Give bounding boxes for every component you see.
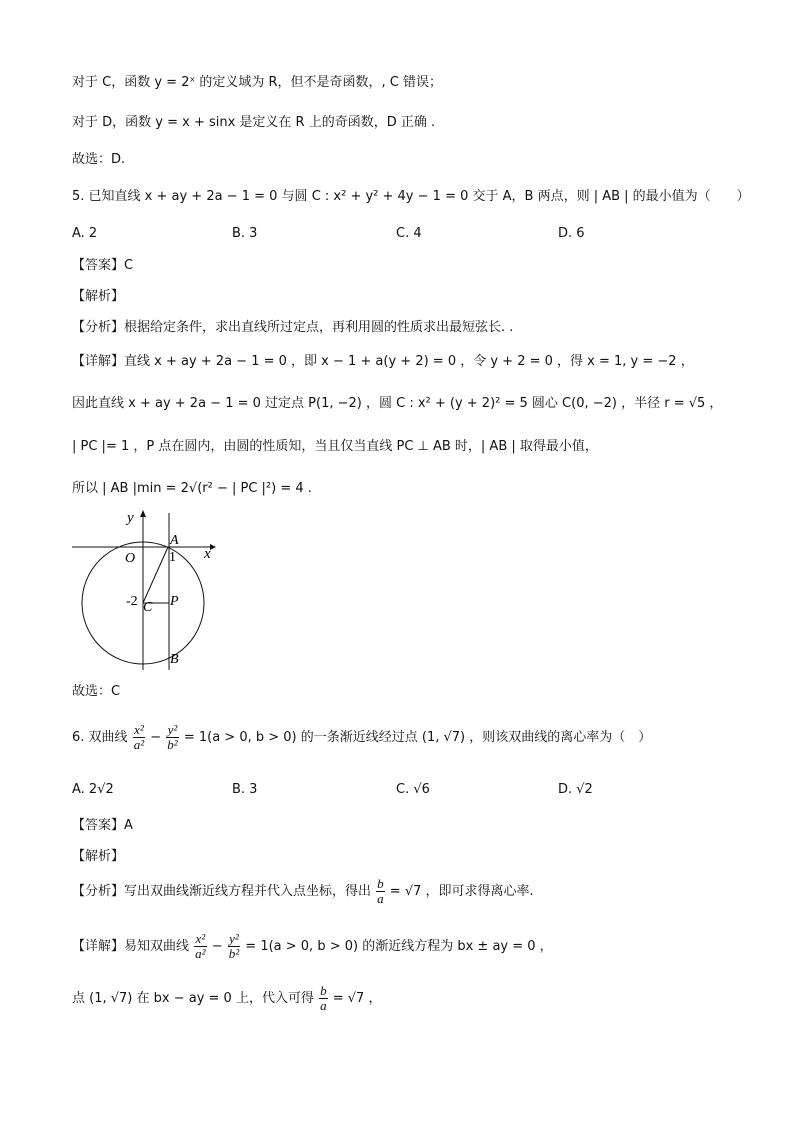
q5-option-a: A. 2 [72, 226, 98, 241]
x-axis-arrow [210, 544, 216, 550]
q5-xiangjie: 【详解】直线 x + ay + 2a − 1 = 0 ，即 x − 1 + a(y + 2) = 0 ，令 y + 2 = 0 ，得 x = 1, y = −2 ， [72, 354, 694, 369]
label-a: A [170, 533, 179, 548]
fraction-b-a-2: $\frac{b}{a}$ [320, 983, 327, 1013]
label-one: 1 [169, 550, 176, 565]
q6-option-c: C. √6 [396, 782, 430, 797]
label-x: x [204, 546, 211, 562]
q5-answer: 【答案】C [72, 258, 134, 273]
fraction-x2-a2-2: $\frac{\text{x²}}{\text{a²}}$ [195, 931, 206, 961]
q6-option-a: A. 2√2 [72, 782, 114, 797]
label-o: O [125, 551, 136, 566]
q5-line3: | PC |= 1 ，P 点在圆内，由圆的性质知，当且仅当直线 PC ⊥ AB 时，| AB | 取得最小值， [72, 439, 598, 454]
minus-sign: − [150, 730, 162, 745]
fraction-x2-a2: $\frac{\text{x²}}{\text{a²}}$ [133, 722, 145, 752]
q6-jiexi: 【解析】 [72, 849, 125, 864]
q6-option-b: B. 3 [232, 782, 258, 797]
q6-prefix: 6. 双曲线 [72, 730, 128, 745]
q5-choose: 故选：C [72, 684, 121, 699]
q5-line4: 所以 | AB |min = 2√(r² − | PC |²) = 4 . [72, 481, 312, 496]
q6-option-d: D. √2 [558, 782, 593, 797]
q6-suffix: = 1(a > 0, b > 0) 的一条渐近线经过点 (1, √7) ，则该双曲线的离心率为（ ） [183, 730, 652, 745]
question-5: 5. 已知直线 x + ay + 2a − 1 = 0 与圆 C : x² + y² + 4y − 1 = 0 交于 A，B 两点，则 | AB | 的最小值为（ ） [72, 189, 750, 204]
q6-last-suffix: = √7 ， [332, 991, 382, 1006]
question-6 [72, 723, 651, 752]
q6-answer: 【答案】A [72, 818, 133, 833]
label-neg2: -2 [126, 594, 138, 609]
line-c-option: 对于 C，函数 y = 2ˣ 的定义域为 R，但不是奇函数，, C 错误； [72, 75, 443, 90]
label-b: B [170, 652, 179, 667]
q6-fenxi-prefix: 【分析】写出双曲线渐近线方程并代入点坐标，得出 [72, 884, 372, 899]
q6-last-prefix: 点 (1, √7) 在 bx − ay = 0 上，代入可得 [72, 991, 314, 1006]
fraction-y2-b2: $\frac{\text{y²}}{\text{b²}}$ [167, 722, 178, 752]
q6-xiangjie [72, 932, 553, 961]
q6-xiangjie-suffix: = 1(a > 0, b > 0) 的渐近线方程为 bx ± ay = 0 ， [245, 939, 553, 954]
q5-option-b: B. 3 [232, 226, 258, 241]
line-answer4: 故选：D. [72, 152, 126, 167]
segment-ca [143, 547, 168, 603]
y-axis-arrow [140, 510, 146, 517]
label-y: y [127, 510, 134, 526]
q6-xiangjie-prefix: 【详解】易知双曲线 [72, 939, 190, 954]
q6-fenxi-suffix: = √7 ，即可求得离心率. [389, 884, 534, 899]
q5-option-c: C. 4 [396, 226, 422, 241]
circle-figure [72, 505, 222, 675]
label-p: P [170, 594, 179, 609]
label-c: C [143, 600, 153, 615]
q5-line2: 因此直线 x + ay + 2a − 1 = 0 过定点 P(1, −2) ，圆 C : x² + (y + 2)² = 5 圆心 C(0, −2) ，半径 r = √5 ， [72, 396, 723, 411]
line-d-option: 对于 D，函数 y = x + sinx 是定义在 R 上的奇函数，D 正确 . [72, 115, 436, 130]
fraction-y2-b2-2: $\frac{\text{y²}}{\text{b²}}$ [228, 931, 240, 961]
q5-fenxi: 【分析】根据给定条件，求出直线所过定点，再利用圆的性质求出最短弦长. . [72, 320, 514, 335]
q5-option-d: D. 6 [558, 226, 585, 241]
minus-sign-2: − [211, 939, 223, 954]
q6-last [72, 984, 381, 1013]
q5-jiexi: 【解析】 [72, 289, 125, 304]
q6-fenxi [72, 877, 534, 906]
fraction-b-a: $\frac{b}{a}$ [377, 876, 384, 906]
